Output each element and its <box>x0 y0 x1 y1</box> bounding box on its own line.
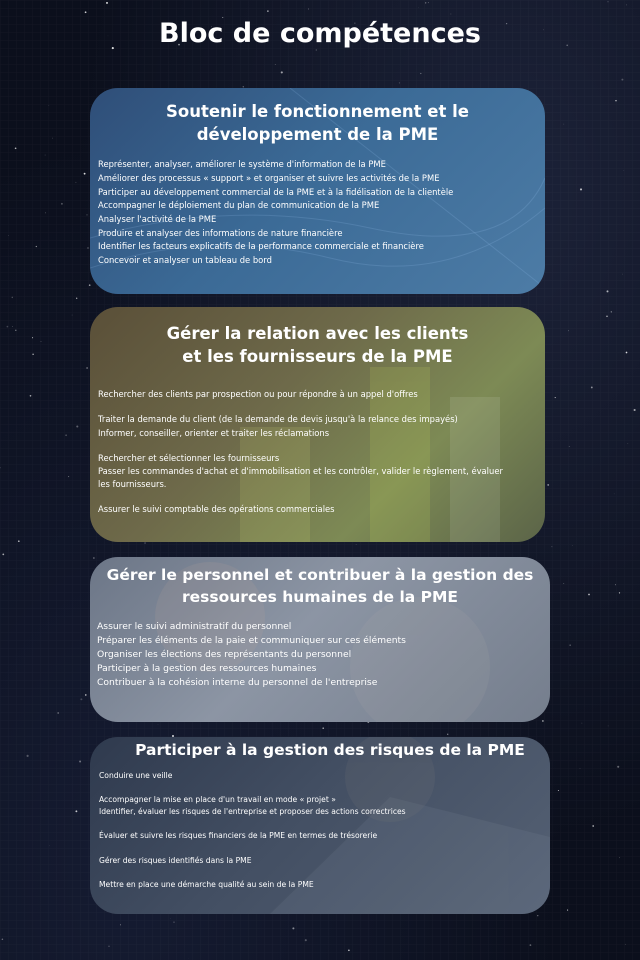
star <box>611 311 612 312</box>
star <box>61 203 63 205</box>
star <box>18 540 20 542</box>
star <box>281 71 283 73</box>
section-card-personnel <box>90 557 550 722</box>
star <box>447 734 448 735</box>
star <box>79 760 81 762</box>
star <box>45 155 46 156</box>
competence-item: Passer les commandes d'achat et d'immobilisation et les contrôler, valider le règlement, évaluer <box>98 466 503 476</box>
star <box>619 857 620 858</box>
star <box>267 10 268 11</box>
star <box>72 315 73 316</box>
section-heading <box>90 307 545 368</box>
star <box>8 235 9 236</box>
list-spacer <box>98 440 545 452</box>
star <box>547 484 549 486</box>
star <box>615 584 616 585</box>
section-heading-line: développement de la PME <box>196 125 439 145</box>
star <box>86 367 88 369</box>
competence-list <box>90 388 545 516</box>
star <box>626 352 628 354</box>
list-spacer <box>99 818 550 830</box>
star <box>608 726 609 727</box>
competence-item: Évaluer et suivre les risques financiers de la PME en termes de trésorerie <box>99 831 378 841</box>
competence-item: Gérer des risques identifiés dans la PME <box>99 855 252 865</box>
competence-item: Participer au développement commercial de la PME et à la fidélisation de la clientèle <box>98 186 454 197</box>
competence-item: Rechercher et sélectionner les fournisseurs <box>98 452 280 463</box>
star <box>316 50 317 51</box>
star <box>45 213 46 214</box>
competence-item: Produire et analyser des informations de nature financière <box>98 227 343 238</box>
star <box>75 182 76 183</box>
competence-item: Accompagner le déploiement du plan de communication de la PME <box>98 200 380 211</box>
star <box>76 425 78 427</box>
star <box>356 544 357 545</box>
list-spacer <box>98 491 545 503</box>
star <box>537 915 538 916</box>
star <box>65 434 67 436</box>
section-heading <box>90 557 550 608</box>
star <box>32 354 33 355</box>
star <box>144 542 146 544</box>
star <box>87 247 89 249</box>
star <box>120 924 121 925</box>
section-heading <box>90 737 550 762</box>
competence-item: Conduire une veille <box>99 770 173 780</box>
star <box>588 594 590 596</box>
star <box>12 326 13 327</box>
competence-item: Assurer le suivi comptable des opérations commerciales <box>98 504 335 515</box>
star <box>626 5 627 6</box>
section-card-support-pme <box>90 88 545 294</box>
star <box>2 939 4 941</box>
competence-item: Mettre en place une démarche qualité au sein de la PME <box>99 879 314 889</box>
star <box>625 944 626 945</box>
competence-list <box>90 620 550 689</box>
star <box>15 330 16 331</box>
star <box>158 724 159 725</box>
star <box>108 946 109 947</box>
list-spacer <box>99 867 550 879</box>
star <box>399 82 400 83</box>
competence-item: Participer à la gestion des ressources humaines <box>97 662 317 674</box>
star <box>622 274 623 275</box>
competence-item: Représenter, analyser, améliorer le système d'information de la PME <box>98 159 386 170</box>
section-heading <box>90 88 545 146</box>
section-heading-line: Gérer le personnel et contribuer à la gestion des <box>106 566 534 584</box>
star <box>15 147 17 149</box>
section-heading-line: Participer à la gestion des risques de la PME <box>135 741 525 759</box>
section-card-relation-clients <box>90 307 545 542</box>
section-heading-line: Soutenir le fonctionnement et le <box>166 102 469 121</box>
section-heading-line: Gérer la relation avec les clients <box>166 324 469 343</box>
star <box>563 583 564 584</box>
competence-item: Accompagner la mise en place d'un travail en mode « projet » <box>99 794 336 804</box>
competence-item: Traiter la demande du client (de la demande de devis jusqu'à la relance des impayés) <box>98 414 458 425</box>
star <box>85 694 86 695</box>
competence-item: Améliorer des processus « support » et organiser et suivre les activités de la PME <box>98 172 440 183</box>
competence-item: Analyser l'activité de la PME <box>98 214 217 224</box>
star <box>305 939 307 941</box>
star <box>75 810 77 812</box>
star <box>76 298 77 299</box>
star <box>52 138 53 139</box>
star <box>580 188 582 190</box>
star <box>322 727 323 728</box>
star <box>451 14 452 15</box>
star <box>68 476 69 477</box>
star <box>564 124 565 125</box>
star <box>592 825 594 827</box>
star <box>621 79 623 81</box>
star <box>591 386 593 388</box>
star <box>7 326 9 328</box>
competence-item: Identifier, évaluer les risques de l'entreprise et proposer des actions correctrices <box>99 807 406 817</box>
star <box>570 645 571 646</box>
star <box>606 315 608 317</box>
star <box>567 910 568 911</box>
competence-item: les fournisseurs. <box>98 479 167 490</box>
star <box>84 173 86 175</box>
competence-item: Contribuer à la cohésion interne du personnel de l'entreprise <box>97 676 378 688</box>
star <box>572 545 573 546</box>
star <box>173 922 174 923</box>
star <box>420 73 421 74</box>
star <box>292 927 294 929</box>
competence-item: Informer, conseiller, orienter et traiter les réclamations <box>98 427 330 438</box>
star <box>425 2 426 3</box>
star <box>86 214 87 215</box>
star <box>568 330 569 331</box>
star <box>41 341 42 342</box>
star <box>27 755 29 757</box>
star <box>308 9 309 10</box>
star <box>12 297 14 299</box>
star <box>619 592 620 593</box>
star <box>85 11 87 13</box>
star <box>49 846 50 847</box>
competence-list <box>90 770 550 891</box>
star <box>582 723 583 724</box>
section-heading-line: et les fournisseurs de la PME <box>182 347 453 367</box>
star <box>617 766 619 768</box>
competence-item: Organiser les élections des représentants du personnel <box>97 648 352 660</box>
competence-item: Concevoir et analyser un tableau de bord <box>98 255 272 266</box>
star <box>607 290 609 292</box>
star <box>36 246 37 247</box>
star <box>57 712 59 714</box>
competence-item: Identifier les facteurs explicatifs de la performance commerciale et financière <box>98 241 424 252</box>
star <box>555 397 556 398</box>
star <box>569 446 570 447</box>
star <box>32 337 33 338</box>
star <box>558 790 559 791</box>
star <box>551 546 552 547</box>
list-spacer <box>99 782 550 794</box>
star <box>428 2 429 3</box>
page-title: Bloc de compétences <box>159 18 481 49</box>
star <box>580 768 581 769</box>
star <box>623 170 624 171</box>
competence-item: Rechercher des clients par prospection ou pour répondre à un appel d'offres <box>98 389 418 400</box>
star <box>615 100 616 101</box>
star <box>30 395 32 397</box>
star <box>48 105 49 106</box>
competence-item: Assurer le suivi administratif du personnel <box>97 621 292 633</box>
section-card-risques <box>90 737 550 914</box>
star <box>275 64 276 65</box>
section-heading-line: ressources humaines de la PME <box>182 587 458 606</box>
list-spacer <box>99 843 550 855</box>
list-spacer <box>98 401 545 413</box>
star <box>80 698 82 700</box>
star <box>608 1 609 2</box>
competence-item: Préparer les éléments de la paie et communiquer sur ces éléments <box>97 635 406 647</box>
star <box>348 950 350 952</box>
star <box>2 554 4 556</box>
star <box>530 944 532 946</box>
star <box>106 2 108 4</box>
star <box>634 409 636 411</box>
competence-list <box>90 158 545 268</box>
